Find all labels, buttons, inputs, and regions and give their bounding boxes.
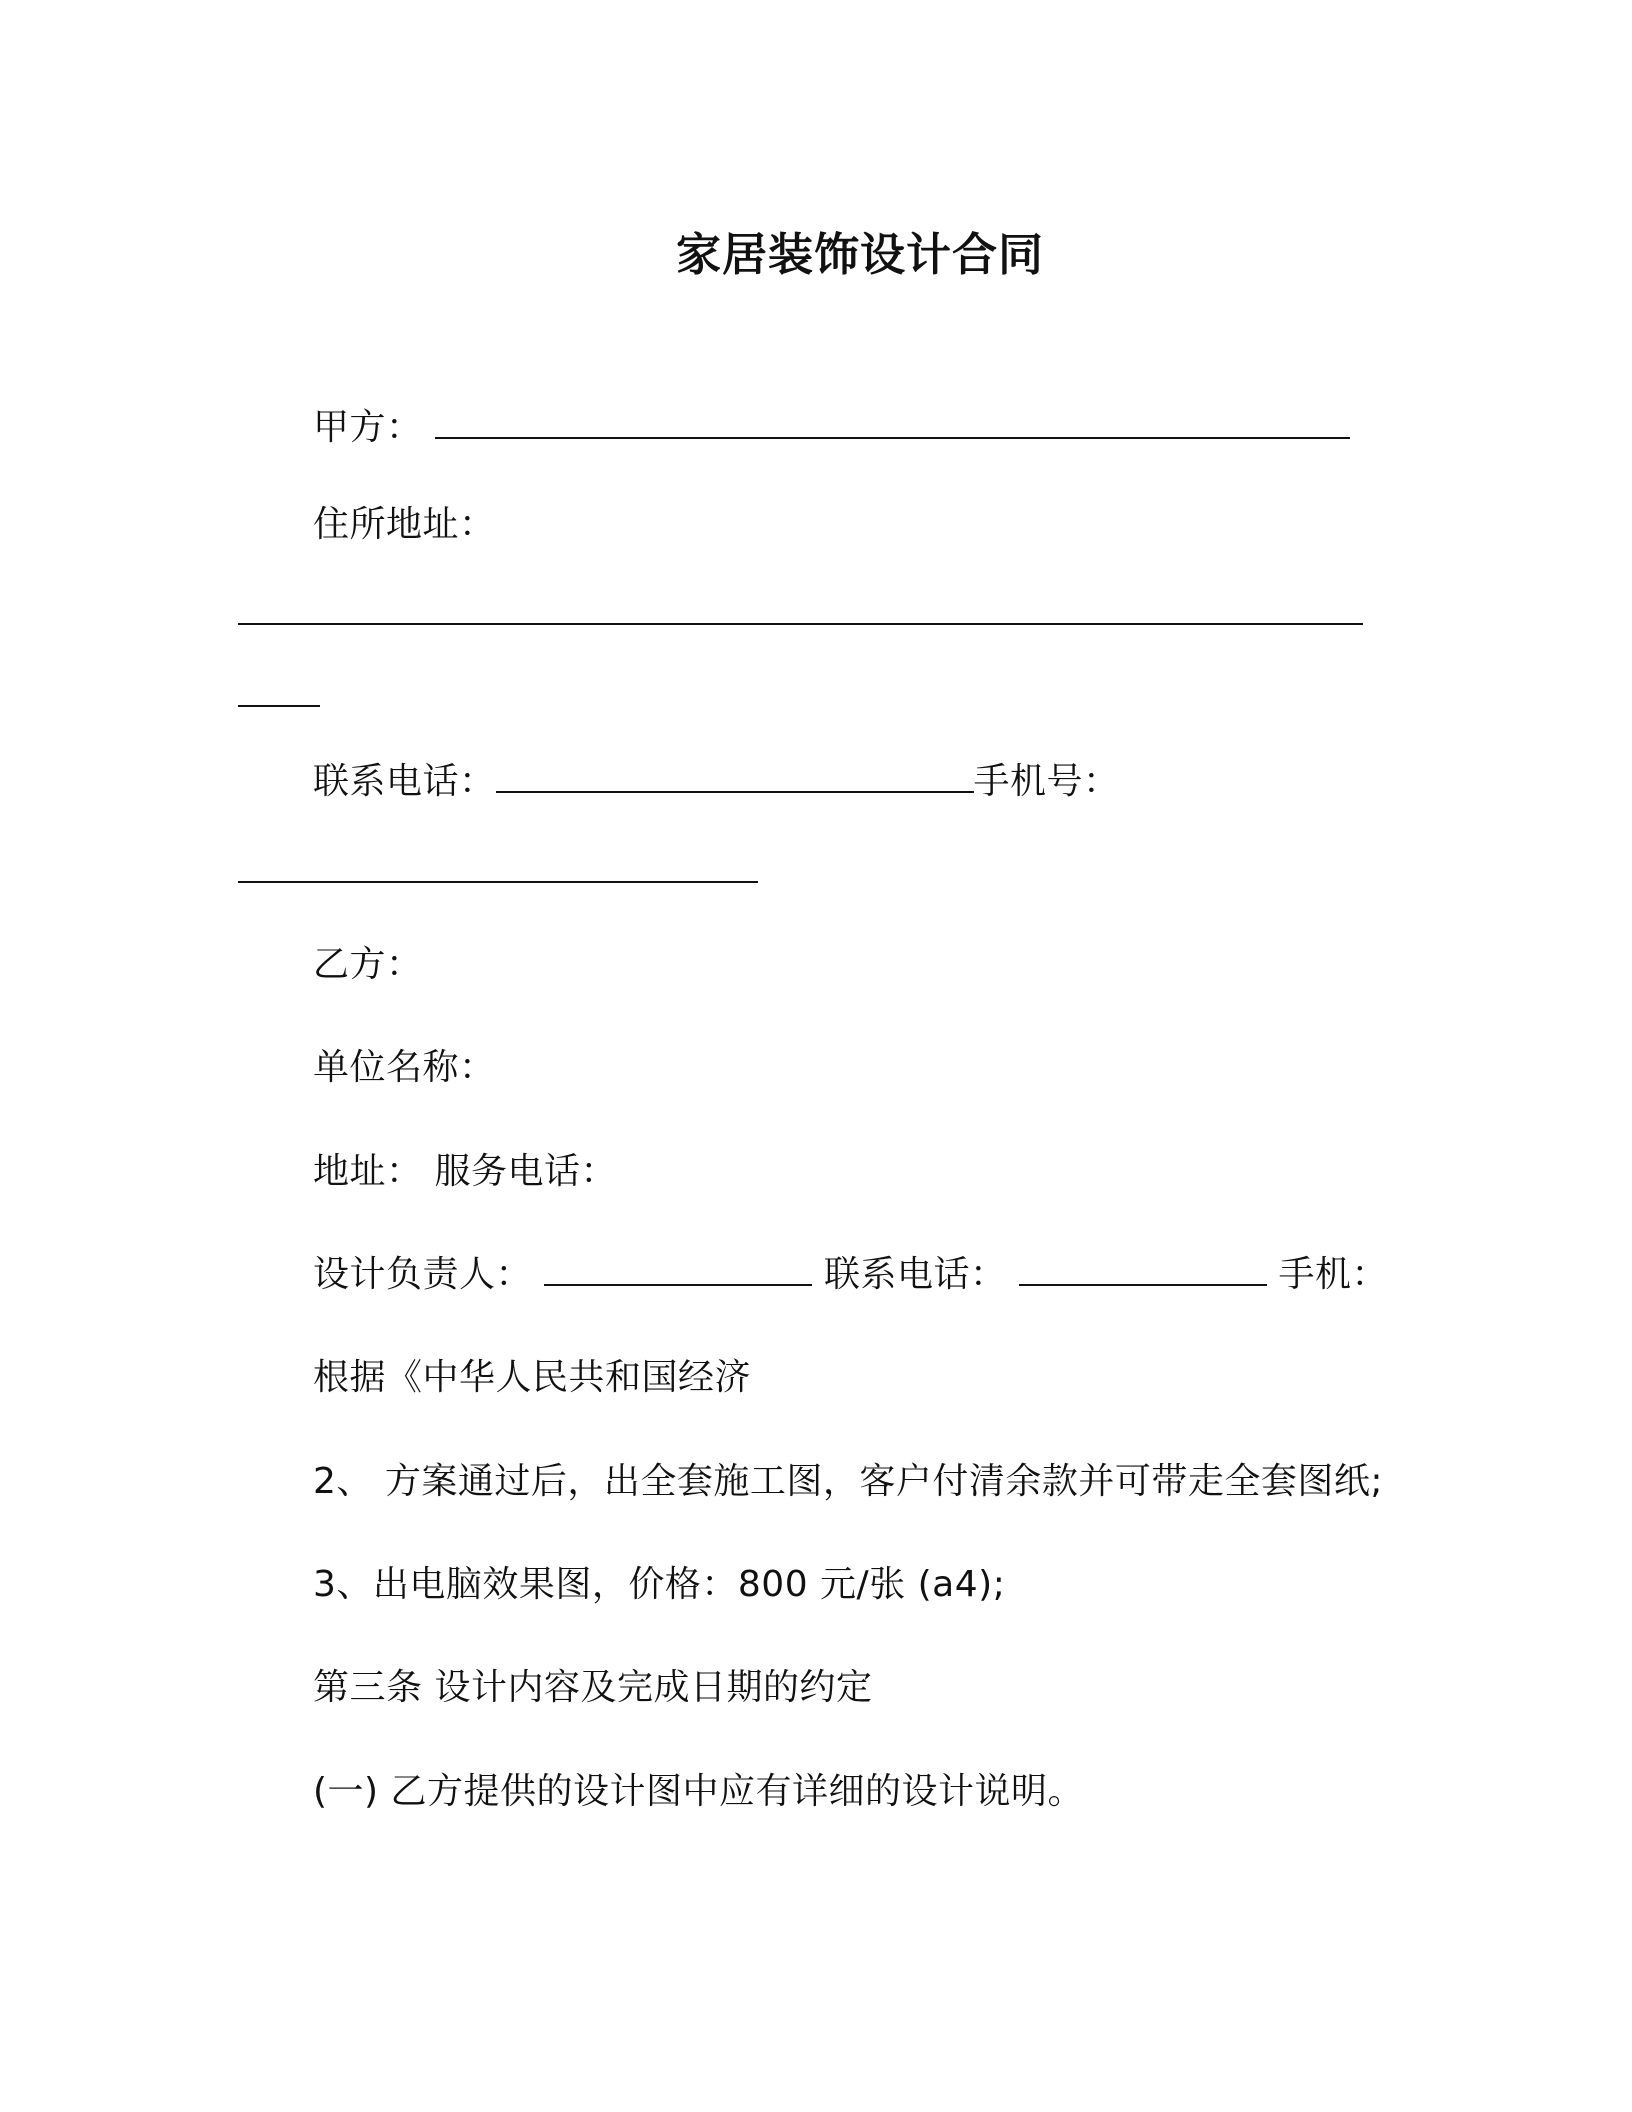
party-a-address-blank-cont [238,675,320,707]
party-b-designer-line [313,1253,1388,1297]
article-3-heading: 第三条 设计内容及完成日期的约定 [313,1667,873,1708]
party-a-label: 甲方： [313,407,423,448]
party-b-designer-label: 设计负责人： [313,1254,533,1295]
article-3-clause-1: (一) 乙方提供的设计图中应有详细的设计说明。 [313,1771,1085,1812]
party-b-designer-phone-label: 联系电话： [824,1254,1007,1295]
party-a-address-label: 住所地址： [313,504,496,545]
party-b-designer-blank [544,1254,812,1286]
item-2: 2、 方案通过后，出全套施工图，客户付清余款并可带走全套图纸; [313,1461,1383,1502]
party-a-mobile-label: 手机号： [973,761,1120,802]
party-a-address-blank [238,593,1363,625]
party-a-mobile-blank [238,851,758,883]
item-3: 3、出电脑效果图，价格：800 元/张 (a4); [313,1564,1006,1605]
party-a-phone-label: 联系电话： [313,761,496,802]
party-b-designer-mobile-label: 手机： [1278,1254,1389,1295]
party-a-address-blank-line-2 [238,674,320,718]
document-title: 家居装饰设计合同 [675,228,1044,281]
party-b-unit-name-label: 单位名称： [313,1047,496,1088]
party-a-phone-blank [496,761,974,793]
party-b-designer-phone-blank [1019,1254,1267,1286]
party-b-address-label: 地址： [313,1151,423,1192]
party-a-address-blank-line [238,592,1363,636]
party-a-blank [435,407,1350,439]
party-a-mobile-blank-line [238,850,758,894]
party-a-line [313,406,1350,450]
party-b-label: 乙方： [313,944,423,985]
party-b-address-line [313,1150,617,1194]
party-b-service-phone-label: 服务电话： [434,1151,618,1192]
contract-basis: 根据《中华人民共和国经济 [313,1357,752,1398]
party-a-phone-line [313,760,1120,804]
